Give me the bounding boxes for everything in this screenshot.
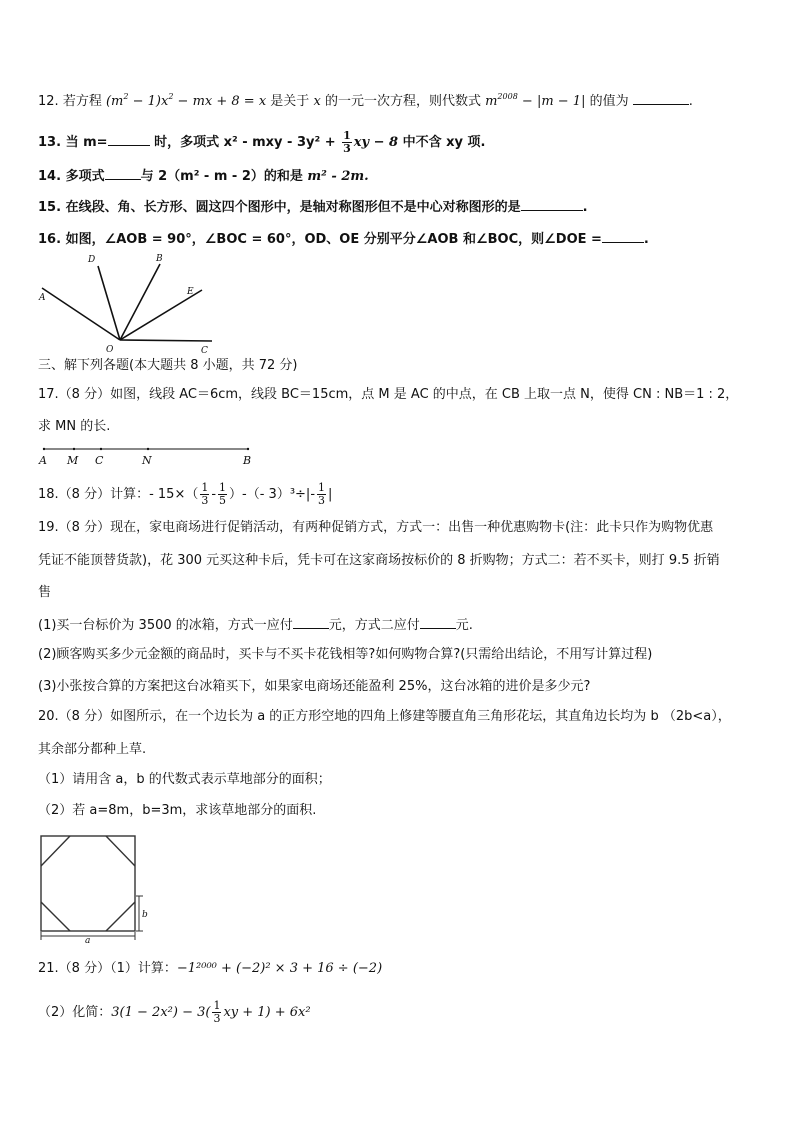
question-19-cont: 凭证不能顶替货款)，花 300 元买这种卡后，凭卡可在这家商场按标价的 8 折购物；方式二：若不买卡，则打 9.5 折销 — [38, 553, 720, 568]
question-21-part2: （2）化简：3(1 − 2x²) − 3( $\frac{1}{3}$ xy + 1) + 6x² — [38, 999, 311, 1025]
answer-blank[interactable] — [521, 198, 583, 211]
label-A: A — [39, 454, 47, 467]
label-D: D — [88, 255, 96, 265]
label-M: M — [67, 454, 79, 467]
question-17-cont: 求 MN 的长. — [38, 419, 111, 434]
question-19-cont: 售 — [38, 585, 52, 600]
answer-blank[interactable] — [602, 230, 644, 243]
q12-expression: $m^{2008} - |m - 1|$ — [485, 92, 586, 109]
question-13: 13. 当 m= 时，多项式 x² - mxy - 3y² + $\frac{1}{3}$ xy − 8 中不含 xy 项. — [38, 129, 486, 155]
question-12: 12. 若方程 $(m^2 - 1)x^2$ − mx + 8 = x 是关于 x 的一元一次方程，则代数式 $m^{2008} - |m - 1|$ 的值为 . — [38, 92, 693, 109]
question-19: 19.（8 分）现在，家电商场进行促销活动，有两种促销方式，方式一：出售一种优惠购物卡(注：此卡只作为购物优惠 — [38, 520, 714, 535]
question-20-part2: （2）若 a=8m，b=3m，求该草地部分的面积. — [38, 803, 317, 818]
fraction: $\frac{1}{3}$ — [343, 129, 351, 155]
label-C: C — [95, 454, 104, 467]
question-15: 15. 在线段、角、长方形、圆这四个图形中，是轴对称图形但不是中心对称图形的是 . — [38, 200, 588, 215]
label-b: b — [142, 910, 148, 920]
label-a: a — [85, 936, 91, 944]
answer-blank[interactable] — [293, 616, 329, 629]
label-C: C — [201, 346, 208, 356]
fraction: $\frac{1}{3}$ — [213, 999, 221, 1025]
label-E: E — [187, 287, 194, 297]
question-21: 21.（8 分）（1）计算：−1²⁰⁰⁰ + (−2)² × 3 + 16 ÷ (−2) — [38, 961, 383, 976]
question-16: 16. 如图，∠AOB = 90°，∠BOC = 60°，OD、OE 分别平分∠AOB 和∠BOC，则∠DOE = . — [38, 232, 649, 247]
q12-number: 12. — [38, 94, 59, 109]
expression-1: −1²⁰⁰⁰ + (−2)² × 3 + 16 ÷ (−2) — [176, 961, 383, 976]
label-A: A — [39, 293, 46, 303]
fraction: $\frac{1}{5}$ — [219, 481, 227, 507]
label-N: N — [142, 454, 152, 467]
q12-equation: $(m^2 - 1)x^2$ − mx + 8 = x — [105, 92, 267, 109]
question-20-cont: 其余部分都种上草. — [38, 742, 147, 757]
question-14: 14. 多项式 与 2（m² - m - 2）的和是 m² - 2m. — [38, 169, 369, 184]
segment-diagram — [36, 443, 266, 467]
answer-blank[interactable] — [105, 167, 141, 180]
answer-blank[interactable] — [420, 616, 456, 629]
label-B: B — [243, 454, 252, 467]
label-B: B — [156, 254, 163, 264]
question-19-part2: (2)顾客购买多少元金额的商品时，买卡与不买卡花钱相等?如何购物合算?(只需给出结论，不用写计算过程) — [38, 647, 653, 662]
fraction: $\frac{1}{3}$ — [201, 481, 209, 507]
angle-diagram — [36, 252, 226, 360]
fraction: $\frac{1}{3}$ — [318, 481, 326, 507]
answer-blank[interactable] — [633, 92, 689, 105]
label-O: O — [106, 345, 114, 355]
section-heading: 三、解下列各题(本大题共 8 小题，共 72 分) — [38, 358, 298, 373]
question-20-part1: （1）请用含 a，b 的代数式表示草地部分的面积； — [38, 772, 331, 787]
question-19-part1: (1)买一台标价为 3500 的冰箱，方式一应付 元，方式二应付 元. — [38, 618, 473, 633]
question-19-part3: (3)小张按合算的方案把这台冰箱买下，如果家电商场还能盈利 25%，这台冰箱的进价是多少元? — [38, 679, 591, 694]
question-17: 17.（8 分）如图，线段 AC＝6cm，线段 BC＝15cm，点 M 是 AC 的中点，在 CB 上取一点 N，使得 CN : NB＝1 : 2， — [38, 387, 739, 402]
question-20: 20.（8 分）如图所示，在一个边长为 a 的正方形空地的四角上修建等腰直角三角形花坛，其直角边长均为 b （2b<a）， — [38, 709, 731, 724]
answer-blank[interactable] — [108, 133, 150, 146]
square-garden-diagram — [36, 832, 160, 944]
question-18: 18.（8 分）计算：- 15×（ $\frac{1}{3}$ - $\frac{1}{5}$ ）-（- 3）³÷|- $\frac{1}{3}$ | — [38, 481, 333, 507]
